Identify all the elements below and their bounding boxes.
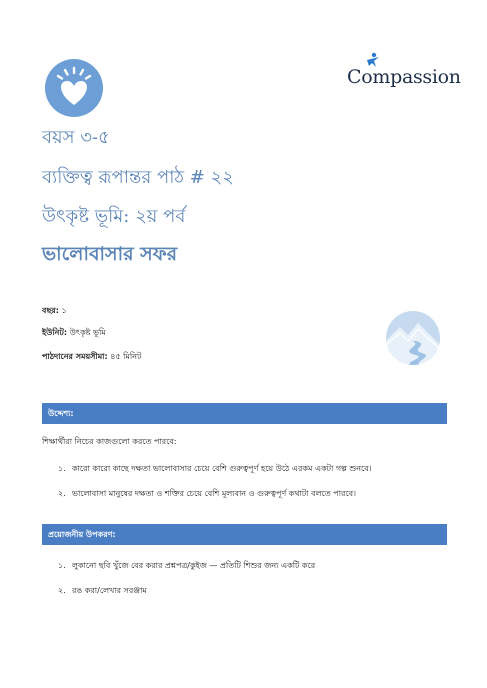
objectives-heading: উদ্দেশ্য:	[42, 403, 447, 424]
material-text: লুকানো ছবি খুঁজে বের করার প্রশ্নপত্র/কুইজ — প্রতিটি শিশুর জন্য একটি করে	[72, 561, 316, 570]
page-title: ভালোবাসার সফর	[42, 243, 178, 265]
compassion-logo	[347, 52, 461, 92]
meta-unit-label: ইউনিট:	[42, 328, 68, 337]
unit-part: উৎকৃষ্ট ভূমি: ২য় পর্ব	[42, 206, 186, 227]
materials-heading: প্রয়োজনীয় উপকরণ:	[42, 524, 447, 545]
meta-year	[42, 305, 67, 318]
meta-time-label: পাঠদানের সময়সীমা:	[42, 352, 108, 361]
material-number: ১.	[58, 561, 66, 570]
river-landscape-icon	[386, 311, 440, 365]
meta-unit	[42, 327, 106, 340]
heart-icon	[45, 59, 103, 117]
meta-year-value: ১	[61, 306, 67, 315]
lesson-number: ব্যক্তিত্ব রূপান্তর পাঠ # ২২	[42, 167, 234, 188]
objectives-intro: শিক্ষার্থীরা নিচের কাজগুলো করতে পারবে:	[42, 437, 177, 446]
objective-text: কারো কারো কাছে দক্ষতা ভালোবাসার চেয়ে বেশি গুরুত্বপূর্ণ হয়ে উঠে এরকম একটা গল্প শুনবে।	[72, 464, 372, 473]
material-number: ২.	[58, 586, 66, 595]
meta-year-label: বছর:	[42, 306, 59, 315]
material-text: রঙ করা/লেখার সরঞ্জাম	[72, 586, 147, 595]
logo-text: Compassion	[347, 66, 461, 88]
age-range: বয়স ৩-৫	[42, 127, 110, 148]
meta-time	[42, 351, 141, 364]
objective-number: ২.	[58, 489, 66, 498]
objective-text: ভালোবাসা মানুষের দক্ষতা ও শক্তির চেয়ে বেশি মূল্যবান ও গুরুত্বপূর্ণ কথাটা বলতে পারবে।	[72, 489, 356, 498]
meta-time-value: ৪৫ মিনিট	[110, 352, 142, 361]
meta-unit-value: উৎকৃষ্ট ভূমি	[69, 328, 106, 337]
objective-number: ১.	[58, 464, 66, 473]
